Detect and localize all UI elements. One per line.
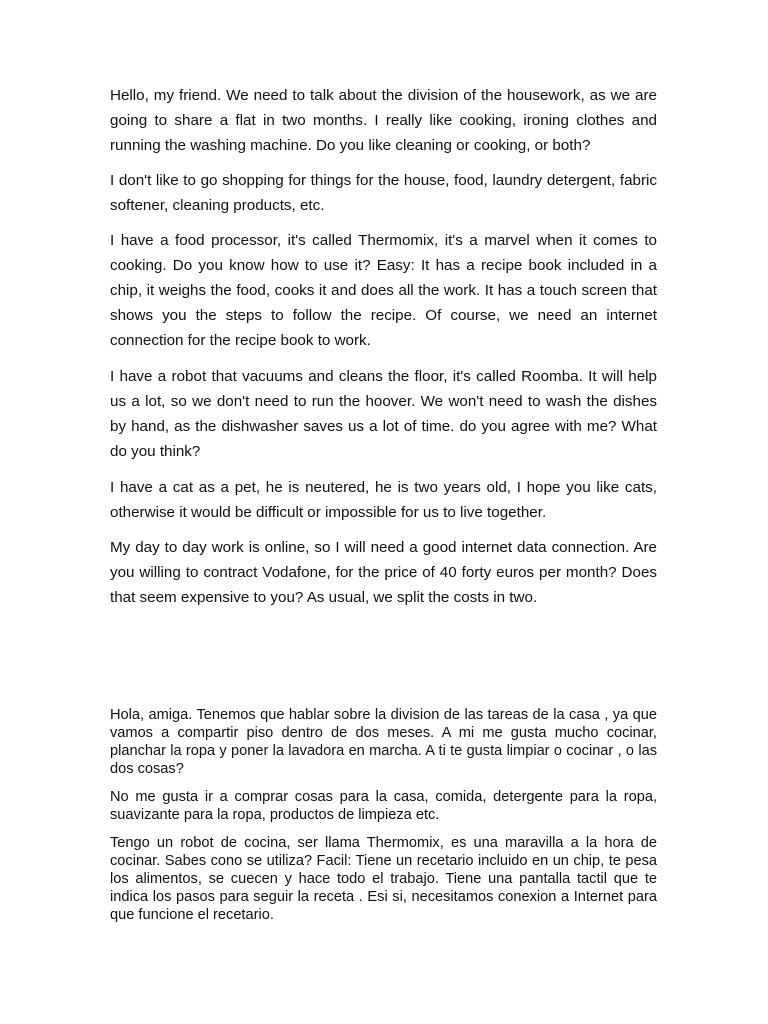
english-paragraph-housework: Hello, my friend. We need to talk about the division of the housework, as we are going to share a flat in two months. I really like cooking, ironing clothes and running the washing machine. Do you like cleaning or cooking, or both? xyxy=(110,87,657,154)
english-paragraph-internet: My day to day work is online, so I will need a good internet data connection. Are you willing to contract Vodafone, for the price of 40 forty euros per month? Does that seem expensive to you? As usual, we split the costs in two. xyxy=(110,539,657,606)
english-paragraph-roomba: I have a robot that vacuums and cleans the floor, it's called Roomba. It will help us a lot, so we don't need to run the hoover. We won't need to wash the dishes by hand, as the dishwasher saves us a lot of time. do you agree with me? What do you think? xyxy=(110,368,657,460)
english-paragraph-thermomix: I have a food processor, it's called Thermomix, it's a marvel when it comes to cooking. Do you know how to use it? Easy: It has a recipe book included in a chip, it weighs the food, cooks it and does all the work. It has a touch screen that shows you the steps to follow the recipe. Of course, we need an internet connection for the recipe book to work. xyxy=(110,232,657,349)
spanish-paragraph-thermomix: Tengo un robot de cocina, ser llama Thermomix, es una maravilla a la hora de cocinar. Sabes cono se utiliza? Facil: Tiene un recetario incluido en un chip, te pesa los alimentos, se cuecen y hace todo el trabajo. Tiene una pantalla tactil que te indica los pasos para seguir la receta . Esi si, necesitamos conexion a Internet para que funcione el recetario. xyxy=(110,835,657,923)
english-paragraph-cat: I have a cat as a pet, he is neutered, he is two years old, I hope you like cats, otherwise it would be difficult or impossible for us to live together. xyxy=(110,479,657,521)
spanish-paragraph-shopping: No me gusta ir a comprar cosas para la casa, comida, detergente para la ropa, suavizante para la ropa, productos de limpieza etc. xyxy=(110,789,657,823)
english-paragraph-shopping: I don't like to go shopping for things for the house, food, laundry detergent, fabric softener, cleaning products, etc. xyxy=(110,172,657,214)
spanish-paragraph-housework: Hola, amiga. Tenemos que hablar sobre la division de las tareas de la casa , ya que vamos a compartir piso dentro de dos meses. A mi me gusta mucho cocinar, planchar la ropa y poner la lavadora en marcha. A ti te gusta limpiar o cocinar , o las dos cosas? xyxy=(110,707,657,777)
